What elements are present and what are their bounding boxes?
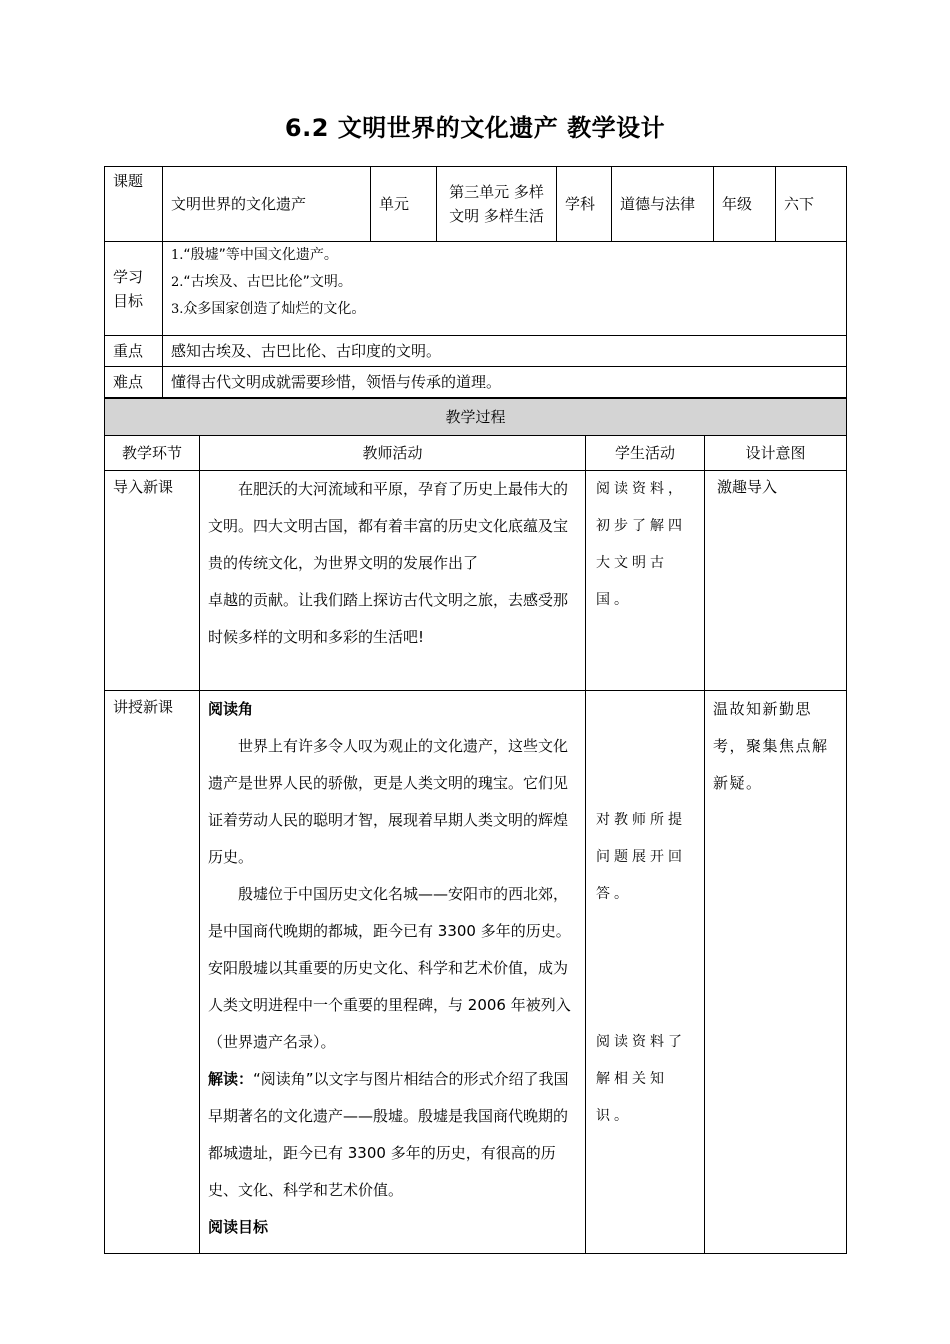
column-header: 教师活动: [200, 436, 586, 471]
interpretation-text: “阅读角”以文字与图片相结合的形式介绍了我国早期著名的文化遗产——殷墟。殷墟是我国商代晚期的都城遗址，距今已有 3300 多年的历史，有很高的历史、文化、科学和艺术价值。: [208, 1070, 569, 1199]
key-value: 感知古埃及、古巴比伦、古印度的文明。: [163, 336, 847, 367]
subject-label: 学科: [557, 167, 612, 242]
teacher-activity: [200, 691, 586, 1254]
goal-item: 1.“殷墟”等中国文化遗产。: [171, 247, 338, 263]
teacher-paragraph: 世界上有许多令人叹为观止的文化遗产，这些文化遗产是世界人民的骄傲，更是人类文明的瑰宝。它们见证着劳动人民的聪明才智，展现着早期人类文明的辉煌历史。: [208, 737, 569, 866]
column-header: 设计意图: [705, 436, 847, 471]
stage-cell: 讲授新课: [105, 691, 200, 1254]
section-heading: 阅读目标: [208, 1218, 269, 1236]
subject-value: 道德与法律: [612, 167, 714, 242]
teacher-paragraph: 在肥沃的大河流域和平原，孕育了历史上最伟大的文明。四大文明古国，都有着丰富的历史文化底蕴及宝贵的传统文化，为世界文明的发展作出了: [208, 480, 569, 572]
interpretation-label: 解读：: [208, 1070, 254, 1088]
info-table: [104, 166, 847, 398]
grade-value: 六下: [776, 167, 847, 242]
teacher-paragraph: 殷墟位于中国历史文化名城——安阳市的西北郊，是中国商代晚期的都城，距今已有 3300 多年的历史。安阳殷墟以其重要的历史文化、科学和艺术价值，成为人类文明进程中一个重要的里程碑，与 2006 年被列入（世界遗产名录）。: [208, 885, 571, 1051]
difficulty-label: 难点: [105, 367, 163, 398]
topic-value: 文明世界的文化遗产: [163, 167, 371, 242]
design-intent: 温故知新勤思考，聚集焦点解新疑。: [705, 691, 847, 1254]
interpretation: [208, 1061, 577, 1209]
goal-item: 2.“古埃及、古巴比伦”文明。: [171, 274, 352, 290]
goals-label: 学习目标: [105, 242, 163, 336]
difficulty-value: 懂得古代文明成就需要珍惜，领悟与传承的道理。: [163, 367, 847, 398]
teacher-paragraph: 卓越的贡献。让我们踏上探访古代文明之旅，去感受那时候多样的文明和多彩的生活吧!: [208, 591, 569, 646]
table-row: [105, 691, 847, 1254]
table-row: [105, 471, 847, 691]
goals-list: [163, 242, 847, 336]
process-header: 教学过程: [105, 399, 847, 436]
column-headers: [105, 436, 847, 471]
stage-cell: 导入新课: [105, 471, 200, 691]
topic-label: 课题: [105, 167, 163, 242]
section-heading: 阅读角: [208, 700, 254, 718]
design-intent: 激趣导入: [705, 471, 847, 691]
student-activity: [586, 691, 705, 1254]
key-label: 重点: [105, 336, 163, 367]
student-answer: 对教师所提问题展开回答。: [596, 812, 686, 902]
unit-label: 单元: [371, 167, 437, 242]
student-reading: 阅读资料了解相关知识。: [596, 1034, 686, 1124]
unit-value: 第三单元 多样文明 多样生活: [437, 167, 557, 242]
column-header: 教学环节: [105, 436, 200, 471]
student-activity: 阅读资料，初步了解四大文明古国。: [586, 471, 705, 691]
teacher-activity: [200, 471, 586, 691]
grade-label: 年级: [714, 167, 776, 242]
page-title: 6.2 文明世界的文化遗产 教学设计: [284, 114, 666, 142]
process-table: [104, 398, 847, 1254]
goal-item: 3.众多国家创造了灿烂的文化。: [171, 301, 366, 317]
column-header: 学生活动: [586, 436, 705, 471]
